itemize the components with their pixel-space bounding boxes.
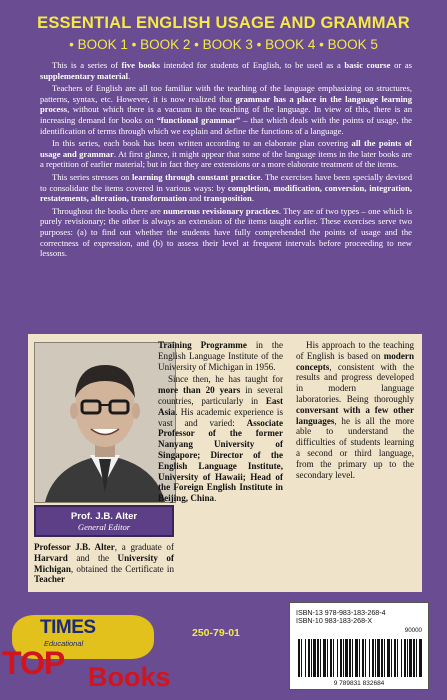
barcode-bar: [308, 639, 310, 677]
barcode-bar: [387, 639, 390, 677]
editor-caption: [34, 505, 174, 537]
barcode-bar: [333, 639, 334, 677]
barcode-bar: [313, 639, 316, 677]
barcode-bar: [375, 639, 376, 677]
barcode-bar: [397, 639, 398, 677]
price-code: 90000: [404, 627, 422, 634]
barcode-icon: [298, 639, 422, 677]
intro-paragraph: This series stresses on learning through constant practice. The exercises have been specially devised to consolidate the items covered in various ways: by completion, modification, conversion, integration, restatements, alteration, transformation and transposition.: [40, 171, 412, 204]
product-code: 250-79-01: [192, 627, 240, 639]
book-list: • BOOK 1 • BOOK 2 • BOOK 3 • BOOK 4 • BOOK 5: [69, 37, 378, 52]
intro-paragraph: In this series, each book has been written according to an elaborate plan covering all the points of usage and grammar. At first glance, it might appear that some of the language items in the later books are a repetition of earlier material; but in fact they are extensions or a more elaborate treatment of the items.: [40, 138, 412, 170]
barcode-bar: [352, 639, 353, 677]
barcode-bar: [301, 639, 302, 677]
bio-paragraph: Training Programme in the English Language Institute of the University of Michigan in 1956.: [158, 340, 283, 372]
barcode-bar: [323, 639, 326, 677]
intro-paragraph: This is a series of five books intended for students of English, to be used as a basic course or as supplementary material.: [40, 60, 412, 81]
barcode-bar: [401, 639, 402, 677]
barcode-bar: [394, 639, 396, 677]
barcode-bar: [362, 639, 364, 677]
barcode-bar: [320, 639, 321, 677]
barcode-bar: [330, 639, 332, 677]
isbn-block: [289, 602, 429, 690]
barcode-bar: [407, 639, 408, 677]
barcode-bar: [419, 639, 422, 677]
editor-name: Prof. J.B. Alter: [70, 511, 138, 522]
watermark-books: Books: [88, 662, 171, 692]
editor-panel: [28, 334, 422, 592]
bio-column-3: [296, 340, 414, 482]
barcode-bar: [391, 639, 392, 677]
barcode-bar: [305, 639, 306, 677]
barcode-bar: [337, 639, 338, 677]
bio-paragraph: Since then, he has taught for more than 20 years in several countries, particularly in East Asia. His academic experience is vast and varied: Associate Professor of the former Nanyang University of Singapore; Director of the English Language Institute, University of Hawaii; Head of the Foreign English Institute in Beijing, China.: [158, 374, 283, 504]
publisher-name: TIMES: [40, 617, 96, 638]
bio-paragraph: Professor J.B. Alter, a graduate of Harvard and the University of Michigan, obtained the Certificate in Teacher: [34, 542, 175, 585]
barcode-bar: [311, 639, 312, 677]
barcode-bar: [298, 639, 300, 677]
watermark-top: TOP: [2, 645, 65, 681]
publisher-sub: Educational: [44, 639, 84, 648]
series-title: ESSENTIAL ENGLISH USAGE AND GRAMMAR: [37, 14, 410, 32]
isbn-10: ISBN-10 983-183-268-X: [296, 617, 373, 626]
barcode-bar: [377, 639, 380, 677]
editor-role: General Editor: [77, 522, 131, 532]
barcode-bar: [413, 639, 415, 677]
bio-column-1: [34, 542, 174, 587]
barcode-digits: 9 789831 832684: [333, 680, 385, 687]
barcode-bar: [349, 639, 351, 677]
barcode-bar: [381, 639, 383, 677]
barcode-bar: [343, 639, 344, 677]
barcode-bar: [409, 639, 412, 677]
editor-photo: [34, 342, 176, 503]
intro-text: [40, 60, 412, 261]
isbn-13: ISBN-13 978-983-183-268-4: [296, 609, 386, 617]
barcode-bar: [345, 639, 348, 677]
bio-column-2: [158, 340, 283, 506]
barcode-bar: [384, 639, 385, 677]
barcode-bar: [365, 639, 366, 677]
barcode-bar: [359, 639, 360, 677]
editor-portrait-image: [35, 343, 175, 502]
barcode-bar: [327, 639, 328, 677]
barcode-bar: [372, 639, 374, 677]
intro-paragraph: Throughout the books there are numerous revisionary practices. They are of two types – one which is purely revisionary; the other is always an extension of the items taught earlier. These exercises serve two purposes: (a) to find out whether the students have fully comprehended the points of usage and the correctness of expression, and (b) to assess their level at frequent intervals before proceeding to new lessons.: [40, 205, 413, 259]
barcode-bar: [355, 639, 358, 677]
barcode-bar: [416, 639, 417, 677]
bio-paragraph: His approach to the teaching of English is based on modern concepts, consistent with the results and progress developed in modern language laboratories. Being thoroughly conversant with a few other languages, he is all the more able to understand the difficulties of students learning a second or third language, from the primary up to the secondary level.: [296, 340, 414, 480]
barcode-bar: [340, 639, 342, 677]
barcode-bar: [369, 639, 370, 677]
barcode-bar: [317, 639, 319, 677]
barcode-bar: [404, 639, 406, 677]
intro-paragraph: Teachers of English are all too familiar with the teaching of the language emphasizing on structures, patterns, syntax, etc. However, it is now realized that grammar has a place in the language learning process, without which there is a vacuum in the teaching of the language. In view of this, there is an increasing demand for books on “functional grammar” – that which deals with the points of usage, the identification of terms through which we explain and define the functions of a language.: [40, 83, 412, 136]
